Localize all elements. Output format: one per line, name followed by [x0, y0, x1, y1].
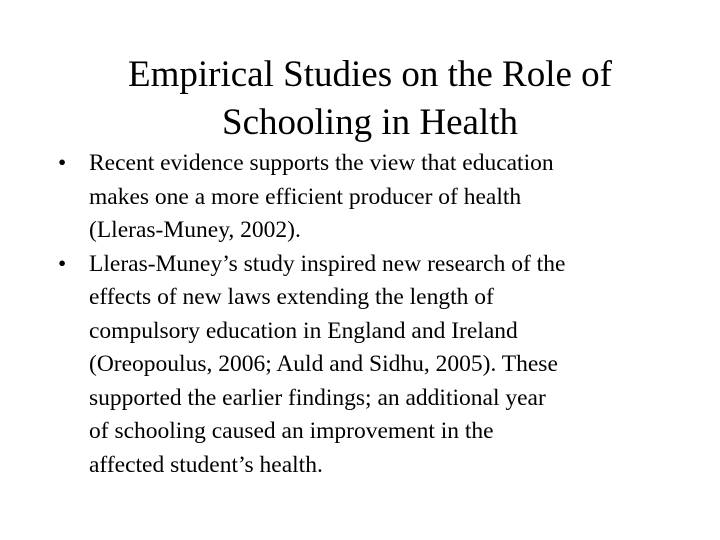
bullet-2-line-4: (Oreopoulus, 2006; Auld and Sidhu, 2005). These [89, 351, 558, 377]
bullet-1-line-1: Recent evidence supports the view that education [89, 150, 554, 176]
bullet-marker: • [58, 150, 67, 176]
bullet-marker: • [58, 250, 67, 277]
bullet-item-2 [58, 248, 698, 483]
bullet-list [58, 147, 698, 482]
slide-title-line-1: Empirical Studies on the Role of [128, 53, 612, 95]
bullet-2-line-5: supported the earlier findings; an additional year [89, 384, 546, 411]
bullet-item-1 [58, 147, 698, 248]
slide-title-line-2: Schooling in Health [222, 101, 518, 143]
bullet-1-line-2: makes one a more efficient producer of health [89, 183, 522, 210]
bullet-2-line-2: effects of new laws extending the length of [89, 284, 494, 310]
slide-title [60, 51, 680, 147]
bullet-2-line-6: of schooling caused an improvement in the [89, 418, 494, 444]
bullet-2-line-3: compulsory education in England and Ireland [89, 317, 518, 344]
bullet-1-line-3: (Lleras-Muney, 2002). [89, 217, 301, 243]
bullet-2-line-1: Lleras-Muney’s study inspired new research of the [89, 250, 566, 277]
bullet-2-line-7: affected student’s health. [89, 451, 323, 478]
